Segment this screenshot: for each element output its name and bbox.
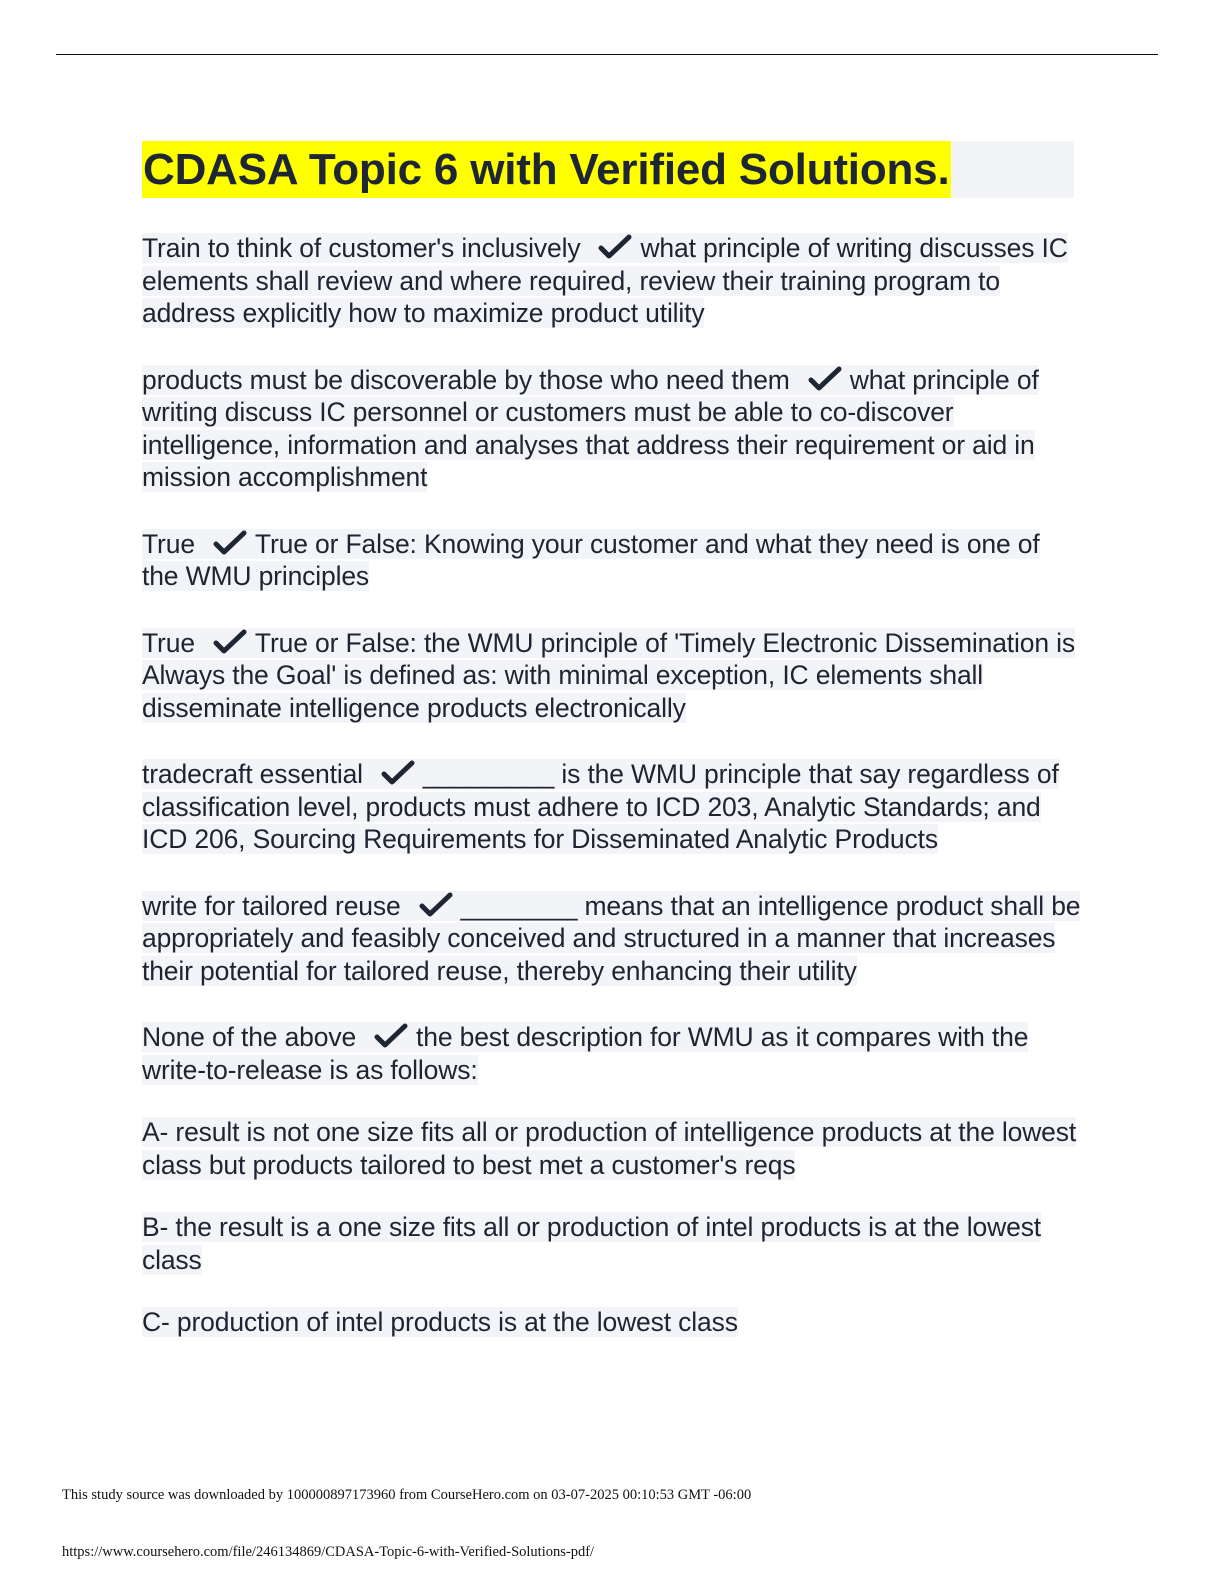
qa-answer: products must be discoverable by those who need them bbox=[142, 364, 790, 395]
qa-answer: tradecraft essential bbox=[142, 759, 363, 789]
qa-item bbox=[142, 232, 1082, 330]
qa-item bbox=[142, 528, 1082, 593]
qa-answer: write for tailored reuse bbox=[142, 890, 401, 921]
check-mark-icon bbox=[374, 1023, 408, 1049]
qa-question: ________ means that an intelligence product shall be appropriately and feasibly conceived and structured in a manner that increases their potential for tailored reuse, thereby enhancing their utility bbox=[142, 890, 1081, 986]
qa-question: what principle of writing discusses IC elements shall review and where required, review their training program to address explicitly how to maximize product utility bbox=[142, 233, 1068, 328]
qa-answer: True bbox=[142, 528, 195, 559]
qa-item bbox=[142, 758, 1082, 856]
top-rule bbox=[56, 54, 1158, 55]
check-mark-icon bbox=[381, 760, 415, 786]
check-mark-icon bbox=[213, 530, 247, 556]
qa-item bbox=[142, 890, 1082, 988]
qa-question: _________ is the WMU principle that say regardless of classification level, products must adhere to ICD 203, Analytic Standards; and ICD 206, Sourcing Requirements for Disseminated Analytic Products bbox=[142, 759, 1059, 854]
check-mark-icon bbox=[808, 366, 842, 392]
check-mark-icon bbox=[419, 892, 453, 918]
qa-question: what principle of writing discuss IC personnel or customers must be able to co-discover intelligence, information and analyses that address their requirement or aid in mission accomplishment bbox=[142, 364, 1039, 492]
qa-answer: Train to think of customer's inclusively bbox=[142, 233, 581, 263]
footer-url[interactable]: https://www.coursehero.com/file/246134869/CDASA-Topic-6-with-Verified-Solutions-pdf/ bbox=[62, 1544, 595, 1560]
answer-option-b: B- the result is a one size fits all or production of intel products is at the lowest class bbox=[142, 1212, 1042, 1275]
qa-question: the best description for WMU as it compares with the write-to-release is as follows: bbox=[142, 1022, 1029, 1085]
qa-item bbox=[142, 364, 1082, 494]
check-mark-icon bbox=[213, 629, 247, 655]
qa-item bbox=[142, 627, 1082, 725]
check-mark-icon bbox=[598, 234, 632, 260]
qa-answer: True bbox=[142, 627, 195, 658]
page-title: CDASA Topic 6 with Verified Solutions. bbox=[142, 141, 951, 198]
qa-question: True or False: the WMU principle of 'Timely Electronic Dissemination is Always the Goal' is defined as: with minimal exception, IC elements shall disseminate intelligence products electronically bbox=[142, 627, 1075, 723]
footer-source-note: This study source was downloaded by 100000897173960 from CourseHero.com on 03-07-2025 00:10:53 GMT -06:00 bbox=[62, 1487, 752, 1503]
qa-question: True or False: Knowing your customer and what they need is one of the WMU principles bbox=[142, 528, 1040, 591]
qa-answer: None of the above bbox=[142, 1022, 357, 1052]
qa-item bbox=[142, 1021, 1082, 1086]
answer-option-a: A- result is not one size fits all or production of intelligence products at the lowest class but products tailored to best met a customer's reqs bbox=[142, 1117, 1077, 1180]
answer-option-c: C- production of intel products is at the lowest class bbox=[142, 1307, 738, 1337]
document-body bbox=[142, 232, 1082, 1369]
